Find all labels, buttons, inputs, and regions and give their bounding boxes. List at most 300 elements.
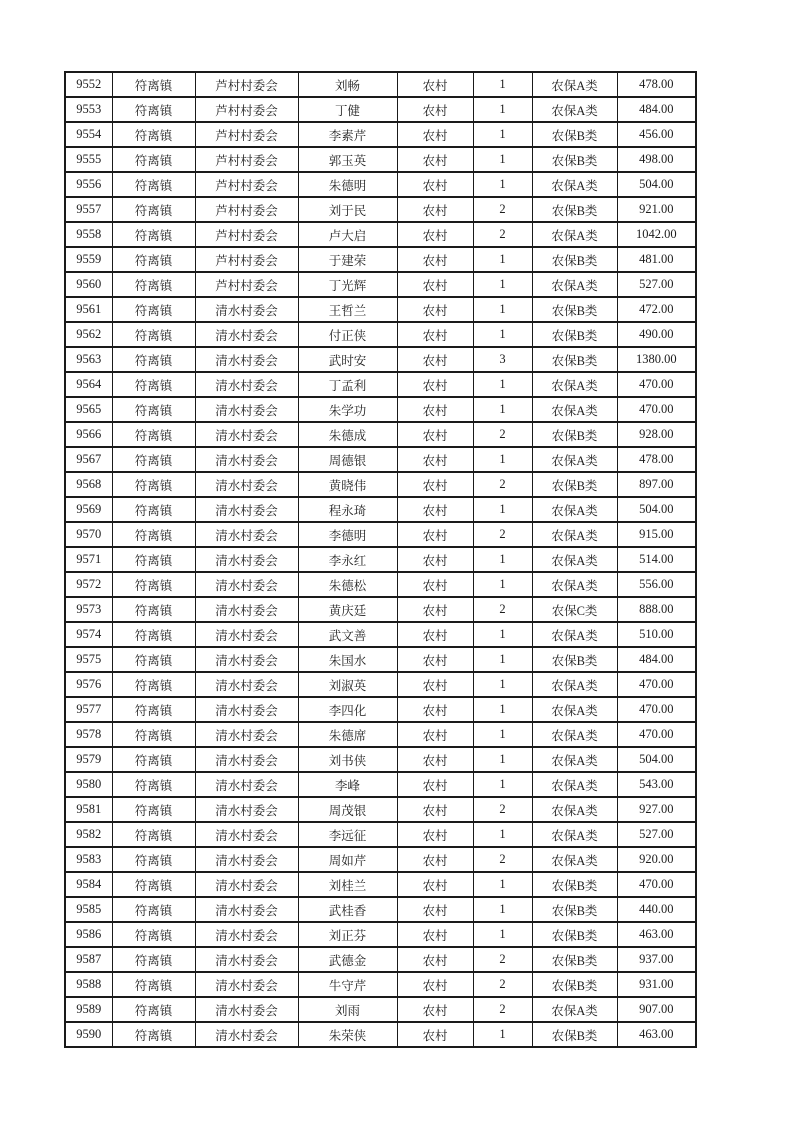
cell-amount: 440.00 — [617, 897, 696, 922]
cell-insurance-category: 农保B类 — [532, 122, 617, 147]
cell-person-count: 1 — [473, 297, 532, 322]
cell-person-count: 1 — [473, 722, 532, 747]
cell-person-count: 1 — [473, 322, 532, 347]
cell-serial-number: 9585 — [65, 897, 112, 922]
cell-residence-type: 农村 — [397, 272, 473, 297]
cell-insurance-category: 农保A类 — [532, 497, 617, 522]
cell-insurance-category: 农保A类 — [532, 697, 617, 722]
table-row — [65, 147, 696, 172]
cell-town: 符离镇 — [112, 797, 195, 822]
cell-town: 符离镇 — [112, 447, 195, 472]
cell-amount: 920.00 — [617, 847, 696, 872]
cell-amount: 478.00 — [617, 447, 696, 472]
cell-serial-number: 9574 — [65, 622, 112, 647]
cell-name: 李素芹 — [298, 122, 397, 147]
cell-amount: 1042.00 — [617, 222, 696, 247]
cell-town: 符离镇 — [112, 1022, 195, 1047]
cell-village-committee: 芦村村委会 — [195, 147, 298, 172]
cell-serial-number: 9568 — [65, 472, 112, 497]
cell-village-committee: 芦村村委会 — [195, 122, 298, 147]
cell-name: 武文善 — [298, 622, 397, 647]
cell-name: 丁孟利 — [298, 372, 397, 397]
cell-village-committee: 清水村委会 — [195, 1022, 298, 1047]
cell-insurance-category: 农保A类 — [532, 372, 617, 397]
cell-serial-number: 9564 — [65, 372, 112, 397]
cell-residence-type: 农村 — [397, 347, 473, 372]
cell-town: 符离镇 — [112, 497, 195, 522]
cell-amount: 456.00 — [617, 122, 696, 147]
cell-amount: 470.00 — [617, 697, 696, 722]
cell-amount: 470.00 — [617, 672, 696, 697]
cell-name: 朱国水 — [298, 647, 397, 672]
cell-town: 符离镇 — [112, 197, 195, 222]
cell-town: 符离镇 — [112, 297, 195, 322]
cell-serial-number: 9582 — [65, 822, 112, 847]
cell-village-committee: 清水村委会 — [195, 572, 298, 597]
cell-town: 符离镇 — [112, 572, 195, 597]
cell-serial-number: 9589 — [65, 997, 112, 1022]
cell-person-count: 1 — [473, 647, 532, 672]
cell-town: 符离镇 — [112, 847, 195, 872]
cell-person-count: 2 — [473, 422, 532, 447]
cell-name: 丁健 — [298, 97, 397, 122]
cell-amount: 481.00 — [617, 247, 696, 272]
cell-name: 付正侠 — [298, 322, 397, 347]
cell-village-committee: 清水村委会 — [195, 772, 298, 797]
cell-village-committee: 清水村委会 — [195, 297, 298, 322]
cell-insurance-category: 农保B类 — [532, 347, 617, 372]
cell-person-count: 2 — [473, 472, 532, 497]
cell-serial-number: 9576 — [65, 672, 112, 697]
cell-name: 朱学功 — [298, 397, 397, 422]
cell-serial-number: 9587 — [65, 947, 112, 972]
cell-name: 武时安 — [298, 347, 397, 372]
cell-insurance-category: 农保A类 — [532, 997, 617, 1022]
cell-residence-type: 农村 — [397, 772, 473, 797]
cell-village-committee: 清水村委会 — [195, 397, 298, 422]
cell-town: 符离镇 — [112, 597, 195, 622]
cell-insurance-category: 农保A类 — [532, 847, 617, 872]
cell-amount: 463.00 — [617, 1022, 696, 1047]
cell-name: 朱荣侠 — [298, 1022, 397, 1047]
cell-village-committee: 清水村委会 — [195, 322, 298, 347]
cell-person-count: 1 — [473, 272, 532, 297]
cell-amount: 470.00 — [617, 872, 696, 897]
cell-residence-type: 农村 — [397, 697, 473, 722]
cell-town: 符离镇 — [112, 822, 195, 847]
cell-residence-type: 农村 — [397, 997, 473, 1022]
cell-serial-number: 9554 — [65, 122, 112, 147]
cell-residence-type: 农村 — [397, 572, 473, 597]
cell-residence-type: 农村 — [397, 622, 473, 647]
cell-town: 符离镇 — [112, 722, 195, 747]
cell-person-count: 1 — [473, 672, 532, 697]
cell-person-count: 1 — [473, 747, 532, 772]
cell-person-count: 2 — [473, 222, 532, 247]
cell-town: 符离镇 — [112, 272, 195, 297]
cell-serial-number: 9590 — [65, 1022, 112, 1047]
table-row — [65, 97, 696, 122]
cell-insurance-category: 农保B类 — [532, 1022, 617, 1047]
cell-serial-number: 9577 — [65, 697, 112, 722]
cell-village-committee: 清水村委会 — [195, 722, 298, 747]
cell-village-committee: 清水村委会 — [195, 847, 298, 872]
cell-person-count: 1 — [473, 1022, 532, 1047]
cell-village-committee: 芦村村委会 — [195, 247, 298, 272]
cell-village-committee: 清水村委会 — [195, 897, 298, 922]
cell-insurance-category: 农保A类 — [532, 547, 617, 572]
cell-person-count: 2 — [473, 997, 532, 1022]
cell-person-count: 2 — [473, 597, 532, 622]
cell-person-count: 1 — [473, 497, 532, 522]
cell-serial-number: 9583 — [65, 847, 112, 872]
cell-name: 王哲兰 — [298, 297, 397, 322]
table-row — [65, 472, 696, 497]
cell-village-committee: 清水村委会 — [195, 872, 298, 897]
cell-name: 黄庆廷 — [298, 597, 397, 622]
cell-insurance-category: 农保B类 — [532, 422, 617, 447]
cell-insurance-category: 农保A类 — [532, 522, 617, 547]
cell-insurance-category: 农保B类 — [532, 297, 617, 322]
cell-residence-type: 农村 — [397, 947, 473, 972]
cell-town: 符离镇 — [112, 897, 195, 922]
cell-amount: 931.00 — [617, 972, 696, 997]
cell-village-committee: 芦村村委会 — [195, 222, 298, 247]
table-row — [65, 947, 696, 972]
cell-village-committee: 清水村委会 — [195, 372, 298, 397]
cell-name: 周如芹 — [298, 847, 397, 872]
cell-insurance-category: 农保B类 — [532, 897, 617, 922]
cell-town: 符离镇 — [112, 322, 195, 347]
cell-amount: 504.00 — [617, 747, 696, 772]
cell-person-count: 1 — [473, 822, 532, 847]
cell-residence-type: 农村 — [397, 247, 473, 272]
table-row — [65, 972, 696, 997]
cell-insurance-category: 农保A类 — [532, 622, 617, 647]
cell-name: 朱德明 — [298, 172, 397, 197]
cell-amount: 937.00 — [617, 947, 696, 972]
cell-town: 符离镇 — [112, 947, 195, 972]
cell-amount: 527.00 — [617, 272, 696, 297]
cell-insurance-category: 农保A类 — [532, 447, 617, 472]
cell-town: 符离镇 — [112, 922, 195, 947]
cell-amount: 1380.00 — [617, 347, 696, 372]
table-row — [65, 797, 696, 822]
cell-serial-number: 9578 — [65, 722, 112, 747]
cell-town: 符离镇 — [112, 372, 195, 397]
cell-serial-number: 9584 — [65, 872, 112, 897]
cell-town: 符离镇 — [112, 697, 195, 722]
cell-person-count: 1 — [473, 397, 532, 422]
cell-village-committee: 清水村委会 — [195, 622, 298, 647]
cell-residence-type: 农村 — [397, 172, 473, 197]
cell-insurance-category: 农保B类 — [532, 872, 617, 897]
cell-insurance-category: 农保A类 — [532, 272, 617, 297]
cell-amount: 484.00 — [617, 647, 696, 672]
cell-serial-number: 9570 — [65, 522, 112, 547]
cell-insurance-category: 农保A类 — [532, 97, 617, 122]
cell-serial-number: 9569 — [65, 497, 112, 522]
cell-name: 周茂银 — [298, 797, 397, 822]
cell-amount: 478.00 — [617, 72, 696, 97]
cell-insurance-category: 农保A类 — [532, 172, 617, 197]
table-row — [65, 822, 696, 847]
cell-town: 符离镇 — [112, 147, 195, 172]
table-row — [65, 122, 696, 147]
cell-person-count: 2 — [473, 947, 532, 972]
cell-insurance-category: 农保A类 — [532, 397, 617, 422]
table-row — [65, 922, 696, 947]
cell-town: 符离镇 — [112, 972, 195, 997]
cell-residence-type: 农村 — [397, 797, 473, 822]
cell-town: 符离镇 — [112, 522, 195, 547]
cell-amount: 527.00 — [617, 822, 696, 847]
table-row — [65, 72, 696, 97]
cell-town: 符离镇 — [112, 222, 195, 247]
pension-payment-table — [64, 71, 697, 1048]
cell-insurance-category: 农保B类 — [532, 197, 617, 222]
cell-village-committee: 清水村委会 — [195, 672, 298, 697]
cell-insurance-category: 农保A类 — [532, 222, 617, 247]
cell-person-count: 1 — [473, 772, 532, 797]
cell-insurance-category: 农保A类 — [532, 72, 617, 97]
cell-amount: 510.00 — [617, 622, 696, 647]
cell-residence-type: 农村 — [397, 122, 473, 147]
cell-person-count: 3 — [473, 347, 532, 372]
cell-person-count: 1 — [473, 547, 532, 572]
cell-person-count: 1 — [473, 122, 532, 147]
cell-residence-type: 农村 — [397, 297, 473, 322]
cell-town: 符离镇 — [112, 347, 195, 372]
table-row — [65, 672, 696, 697]
cell-residence-type: 农村 — [397, 647, 473, 672]
cell-serial-number: 9586 — [65, 922, 112, 947]
cell-town: 符离镇 — [112, 547, 195, 572]
table-row — [65, 372, 696, 397]
cell-town: 符离镇 — [112, 472, 195, 497]
cell-name: 李远征 — [298, 822, 397, 847]
cell-amount: 504.00 — [617, 497, 696, 522]
cell-serial-number: 9556 — [65, 172, 112, 197]
cell-name: 于建荣 — [298, 247, 397, 272]
cell-village-committee: 清水村委会 — [195, 822, 298, 847]
cell-amount: 470.00 — [617, 397, 696, 422]
cell-amount: 514.00 — [617, 547, 696, 572]
cell-insurance-category: 农保B类 — [532, 972, 617, 997]
cell-person-count: 1 — [473, 247, 532, 272]
cell-village-committee: 清水村委会 — [195, 472, 298, 497]
cell-name: 刘淑英 — [298, 672, 397, 697]
cell-name: 李德明 — [298, 522, 397, 547]
cell-town: 符离镇 — [112, 747, 195, 772]
cell-name: 刘书侠 — [298, 747, 397, 772]
cell-amount: 472.00 — [617, 297, 696, 322]
cell-name: 刘桂兰 — [298, 872, 397, 897]
cell-residence-type: 农村 — [397, 597, 473, 622]
cell-serial-number: 9557 — [65, 197, 112, 222]
cell-town: 符离镇 — [112, 97, 195, 122]
cell-amount: 543.00 — [617, 772, 696, 797]
table-row — [65, 347, 696, 372]
cell-amount: 470.00 — [617, 372, 696, 397]
cell-name: 牛守芹 — [298, 972, 397, 997]
cell-insurance-category: 农保B类 — [532, 322, 617, 347]
cell-name: 朱德席 — [298, 722, 397, 747]
cell-village-committee: 芦村村委会 — [195, 72, 298, 97]
cell-amount: 470.00 — [617, 722, 696, 747]
cell-village-committee: 清水村委会 — [195, 797, 298, 822]
cell-serial-number: 9552 — [65, 72, 112, 97]
cell-town: 符离镇 — [112, 997, 195, 1022]
cell-insurance-category: 农保B类 — [532, 147, 617, 172]
cell-residence-type: 农村 — [397, 322, 473, 347]
cell-town: 符离镇 — [112, 122, 195, 147]
cell-residence-type: 农村 — [397, 447, 473, 472]
cell-person-count: 2 — [473, 797, 532, 822]
cell-person-count: 1 — [473, 447, 532, 472]
cell-town: 符离镇 — [112, 872, 195, 897]
cell-residence-type: 农村 — [397, 497, 473, 522]
cell-residence-type: 农村 — [397, 372, 473, 397]
cell-amount: 556.00 — [617, 572, 696, 597]
cell-person-count: 1 — [473, 147, 532, 172]
cell-village-committee: 清水村委会 — [195, 347, 298, 372]
table-row — [65, 647, 696, 672]
table-row — [65, 897, 696, 922]
cell-amount: 498.00 — [617, 147, 696, 172]
cell-village-committee: 清水村委会 — [195, 697, 298, 722]
cell-residence-type: 农村 — [397, 197, 473, 222]
cell-person-count: 2 — [473, 972, 532, 997]
cell-person-count: 1 — [473, 697, 532, 722]
cell-village-committee: 清水村委会 — [195, 972, 298, 997]
table-row — [65, 172, 696, 197]
table-row — [65, 247, 696, 272]
cell-town: 符离镇 — [112, 622, 195, 647]
cell-insurance-category: 农保C类 — [532, 597, 617, 622]
table-row — [65, 222, 696, 247]
cell-name: 李四化 — [298, 697, 397, 722]
cell-serial-number: 9571 — [65, 547, 112, 572]
cell-insurance-category: 农保B类 — [532, 947, 617, 972]
table-row — [65, 597, 696, 622]
cell-residence-type: 农村 — [397, 147, 473, 172]
cell-person-count: 1 — [473, 172, 532, 197]
cell-residence-type: 农村 — [397, 97, 473, 122]
cell-person-count: 1 — [473, 897, 532, 922]
table-row — [65, 747, 696, 772]
cell-name: 刘于民 — [298, 197, 397, 222]
cell-residence-type: 农村 — [397, 72, 473, 97]
cell-residence-type: 农村 — [397, 1022, 473, 1047]
table-row — [65, 322, 696, 347]
cell-serial-number: 9572 — [65, 572, 112, 597]
cell-person-count: 1 — [473, 922, 532, 947]
cell-village-committee: 芦村村委会 — [195, 197, 298, 222]
cell-name: 程永琦 — [298, 497, 397, 522]
cell-person-count: 1 — [473, 72, 532, 97]
table-row — [65, 847, 696, 872]
cell-town: 符离镇 — [112, 247, 195, 272]
cell-name: 刘雨 — [298, 997, 397, 1022]
cell-residence-type: 农村 — [397, 422, 473, 447]
table-row — [65, 447, 696, 472]
cell-serial-number: 9565 — [65, 397, 112, 422]
cell-name: 郭玉英 — [298, 147, 397, 172]
cell-name: 朱德松 — [298, 572, 397, 597]
cell-residence-type: 农村 — [397, 922, 473, 947]
table-body — [65, 72, 696, 1047]
cell-name: 刘正芬 — [298, 922, 397, 947]
cell-residence-type: 农村 — [397, 672, 473, 697]
table-row — [65, 547, 696, 572]
cell-person-count: 2 — [473, 847, 532, 872]
cell-amount: 888.00 — [617, 597, 696, 622]
table-row — [65, 997, 696, 1022]
cell-person-count: 1 — [473, 872, 532, 897]
cell-insurance-category: 农保A类 — [532, 747, 617, 772]
cell-insurance-category: 农保A类 — [532, 822, 617, 847]
cell-person-count: 1 — [473, 572, 532, 597]
cell-insurance-category: 农保A类 — [532, 572, 617, 597]
cell-insurance-category: 农保A类 — [532, 797, 617, 822]
cell-serial-number: 9561 — [65, 297, 112, 322]
table-row — [65, 197, 696, 222]
table-row — [65, 522, 696, 547]
cell-village-committee: 清水村委会 — [195, 647, 298, 672]
cell-residence-type: 农村 — [397, 472, 473, 497]
table-row — [65, 422, 696, 447]
cell-serial-number: 9573 — [65, 597, 112, 622]
cell-town: 符离镇 — [112, 672, 195, 697]
cell-residence-type: 农村 — [397, 897, 473, 922]
cell-village-committee: 清水村委会 — [195, 547, 298, 572]
cell-insurance-category: 农保A类 — [532, 722, 617, 747]
cell-serial-number: 9560 — [65, 272, 112, 297]
table-row — [65, 497, 696, 522]
cell-village-committee: 芦村村委会 — [195, 97, 298, 122]
cell-serial-number: 9567 — [65, 447, 112, 472]
cell-residence-type: 农村 — [397, 872, 473, 897]
cell-amount: 928.00 — [617, 422, 696, 447]
cell-residence-type: 农村 — [397, 722, 473, 747]
cell-residence-type: 农村 — [397, 522, 473, 547]
cell-village-committee: 清水村委会 — [195, 997, 298, 1022]
cell-person-count: 2 — [473, 522, 532, 547]
table-row — [65, 297, 696, 322]
cell-residence-type: 农村 — [397, 222, 473, 247]
cell-village-committee: 清水村委会 — [195, 422, 298, 447]
cell-amount: 897.00 — [617, 472, 696, 497]
cell-serial-number: 9566 — [65, 422, 112, 447]
cell-town: 符离镇 — [112, 72, 195, 97]
table-row — [65, 622, 696, 647]
cell-name: 李永红 — [298, 547, 397, 572]
cell-name: 丁光辉 — [298, 272, 397, 297]
cell-amount: 504.00 — [617, 172, 696, 197]
cell-person-count: 1 — [473, 97, 532, 122]
cell-serial-number: 9559 — [65, 247, 112, 272]
cell-insurance-category: 农保B类 — [532, 647, 617, 672]
cell-person-count: 1 — [473, 622, 532, 647]
cell-amount: 927.00 — [617, 797, 696, 822]
table-row — [65, 397, 696, 422]
cell-name: 武桂香 — [298, 897, 397, 922]
cell-village-committee: 芦村村委会 — [195, 272, 298, 297]
cell-serial-number: 9563 — [65, 347, 112, 372]
cell-village-committee: 清水村委会 — [195, 447, 298, 472]
cell-town: 符离镇 — [112, 772, 195, 797]
